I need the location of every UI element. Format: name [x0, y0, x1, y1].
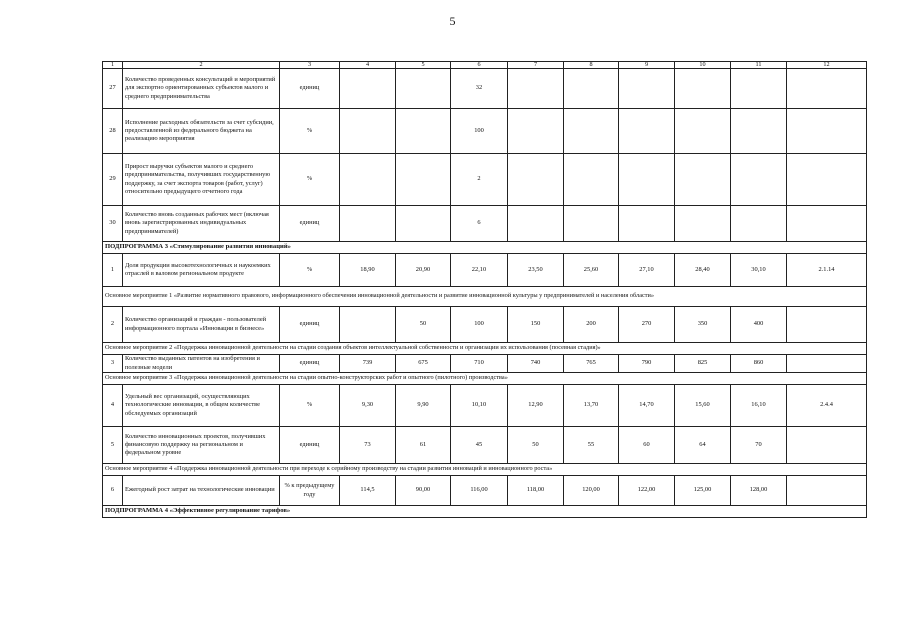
value-cell [731, 154, 787, 206]
value-cell: 270 [619, 307, 675, 343]
reference-cell [787, 355, 867, 373]
value-cell [340, 307, 396, 343]
value-cell: 55 [564, 427, 619, 464]
column-number: 2 [123, 62, 280, 69]
value-cell: 740 [508, 355, 564, 373]
main-event-row [103, 343, 867, 355]
row-index: 6 [103, 476, 123, 506]
value-cell: 32 [451, 69, 508, 109]
column-number: 9 [619, 62, 675, 69]
value-cell: 15,60 [675, 385, 731, 427]
subprogram-title: ПОДПРОГРАММА 3 «Стимулирование развития инноваций» [103, 242, 867, 254]
row-index: 1 [103, 254, 123, 287]
value-cell [340, 69, 396, 109]
value-cell: 739 [340, 355, 396, 373]
page-number: 5 [449, 14, 456, 28]
value-cell: 350 [675, 307, 731, 343]
value-cell [619, 154, 675, 206]
value-cell: 20,90 [396, 254, 451, 287]
value-cell [340, 206, 396, 242]
main-event-row [103, 464, 867, 476]
value-cell: 16,10 [731, 385, 787, 427]
value-cell [508, 109, 564, 154]
unit-of-measure: % к предыдущему году [280, 476, 340, 506]
value-cell: 60 [619, 427, 675, 464]
value-cell: 70 [731, 427, 787, 464]
column-number: 3 [280, 62, 340, 69]
value-cell: 100 [451, 109, 508, 154]
unit-of-measure: единиц [280, 206, 340, 242]
row-index: 3 [103, 355, 123, 373]
value-cell: 120,00 [564, 476, 619, 506]
subprogram-row [103, 242, 867, 254]
column-number: 12 [787, 62, 867, 69]
reference-cell [787, 109, 867, 154]
indicator-name: Прирост выручки субъектов малого и среднего предпринимательства, получивших государственную поддержку, за счет экспорта товаров (работ, услуг) относительно предыдущего отчетного года [123, 154, 280, 206]
reference-cell [787, 154, 867, 206]
value-cell [396, 69, 451, 109]
unit-of-measure: единиц [280, 355, 340, 373]
value-cell: 10,10 [451, 385, 508, 427]
value-cell [731, 206, 787, 242]
column-number-row [103, 62, 867, 69]
reference-cell [787, 476, 867, 506]
value-cell: 118,00 [508, 476, 564, 506]
indicator-name: Ежегодный рост затрат на технологические инновации [123, 476, 280, 506]
main-event-row [103, 373, 867, 385]
value-cell: 22,10 [451, 254, 508, 287]
unit-of-measure: % [280, 154, 340, 206]
table-row [103, 355, 867, 373]
column-number: 1 [103, 62, 123, 69]
value-cell: 23,50 [508, 254, 564, 287]
value-cell [508, 154, 564, 206]
table-row [103, 69, 867, 109]
value-cell [731, 109, 787, 154]
value-cell [564, 109, 619, 154]
main-event-title: Основное мероприятие 2 «Поддержка инновационной деятельности на стадии создания объектов интеллектуальной собственности и организации их использования (посевная стадия)» [103, 343, 867, 355]
table-row [103, 206, 867, 242]
value-cell: 675 [396, 355, 451, 373]
table-row [103, 307, 867, 343]
value-cell [564, 206, 619, 242]
column-number: 11 [731, 62, 787, 69]
value-cell: 9,30 [340, 385, 396, 427]
main-event-row [103, 287, 867, 307]
reference-cell: 2.4.4 [787, 385, 867, 427]
value-cell: 30,10 [731, 254, 787, 287]
row-index: 5 [103, 427, 123, 464]
value-cell [731, 69, 787, 109]
value-cell [508, 69, 564, 109]
indicator-name: Количество выданных патентов на изобретения и полезные модели [123, 355, 280, 373]
row-index: 27 [103, 69, 123, 109]
value-cell: 6 [451, 206, 508, 242]
indicator-name: Количество вновь созданных рабочих мест (включая вновь зарегистрированных индивидуальных предпринимателей) [123, 206, 280, 242]
table-row [103, 385, 867, 427]
value-cell [396, 206, 451, 242]
value-cell: 64 [675, 427, 731, 464]
value-cell: 128,00 [731, 476, 787, 506]
reference-cell [787, 427, 867, 464]
subprogram-title: ПОДПРОГРАММА 4 «Эффективное регулирование тарифов» [103, 506, 867, 518]
value-cell: 200 [564, 307, 619, 343]
column-number: 5 [396, 62, 451, 69]
value-cell: 122,00 [619, 476, 675, 506]
subprogram-row [103, 506, 867, 518]
value-cell: 860 [731, 355, 787, 373]
value-cell [564, 154, 619, 206]
value-cell: 18,90 [340, 254, 396, 287]
row-index: 30 [103, 206, 123, 242]
indicator-name: Исполнение расходных обязательств за счет субсидии, предоставленной из федерального бюджета на реализацию мероприятия [123, 109, 280, 154]
row-index: 28 [103, 109, 123, 154]
value-cell [396, 154, 451, 206]
reference-cell: 2.1.14 [787, 254, 867, 287]
reference-cell [787, 206, 867, 242]
value-cell: 12,90 [508, 385, 564, 427]
value-cell [619, 69, 675, 109]
unit-of-measure: единиц [280, 307, 340, 343]
value-cell: 90,00 [396, 476, 451, 506]
value-cell: 100 [451, 307, 508, 343]
value-cell [675, 154, 731, 206]
indicator-name: Удельный вес организаций, осуществляющих технологические инновации, в общем количестве обследуемых организаций [123, 385, 280, 427]
value-cell: 50 [508, 427, 564, 464]
value-cell [675, 109, 731, 154]
value-cell: 45 [451, 427, 508, 464]
value-cell: 61 [396, 427, 451, 464]
column-number: 6 [451, 62, 508, 69]
value-cell [340, 109, 396, 154]
value-cell: 27,10 [619, 254, 675, 287]
value-cell: 400 [731, 307, 787, 343]
value-cell: 9,90 [396, 385, 451, 427]
value-cell: 14,70 [619, 385, 675, 427]
column-number: 8 [564, 62, 619, 69]
value-cell: 790 [619, 355, 675, 373]
table-row [103, 476, 867, 506]
table-row [103, 109, 867, 154]
value-cell [508, 206, 564, 242]
main-event-title: Основное мероприятие 3 «Поддержка инновационной деятельности на стадии опытно-конструкторских работ и опытного (пилотного) производства» [103, 373, 867, 385]
row-index: 4 [103, 385, 123, 427]
value-cell [619, 206, 675, 242]
reference-cell [787, 69, 867, 109]
value-cell: 150 [508, 307, 564, 343]
unit-of-measure: единиц [280, 427, 340, 464]
value-cell: 2 [451, 154, 508, 206]
main-event-title: Основное мероприятие 1 «Развитие нормативного правового, информационного обеспечения инновационной деятельности и развитие инновационной культуры у предпринимателей и населения области» [103, 287, 867, 307]
value-cell: 765 [564, 355, 619, 373]
unit-of-measure: % [280, 109, 340, 154]
value-cell: 13,70 [564, 385, 619, 427]
value-cell: 50 [396, 307, 451, 343]
row-index: 2 [103, 307, 123, 343]
value-cell: 28,40 [675, 254, 731, 287]
value-cell: 125,00 [675, 476, 731, 506]
column-number: 10 [675, 62, 731, 69]
indicator-name: Количество проведенных консультаций и мероприятий для экспортно ориентированных субъектов малого и среднего предпринимательства [123, 69, 280, 109]
value-cell [340, 154, 396, 206]
unit-of-measure: % [280, 254, 340, 287]
row-index: 29 [103, 154, 123, 206]
unit-of-measure: % [280, 385, 340, 427]
table-row [103, 427, 867, 464]
value-cell [675, 206, 731, 242]
table-row [103, 254, 867, 287]
value-cell [396, 109, 451, 154]
value-cell [619, 109, 675, 154]
value-cell: 25,60 [564, 254, 619, 287]
value-cell: 73 [340, 427, 396, 464]
value-cell: 825 [675, 355, 731, 373]
indicator-name: Доля продукции высокотехнологичных и наукоемких отраслей в валовом региональном продукте [123, 254, 280, 287]
value-cell: 116,00 [451, 476, 508, 506]
indicator-name: Количество инновационных проектов, получивших финансовую поддержку на региональном и федеральном уровне [123, 427, 280, 464]
indicators-table [102, 61, 867, 518]
value-cell [675, 69, 731, 109]
value-cell: 114,5 [340, 476, 396, 506]
value-cell [564, 69, 619, 109]
unit-of-measure: единиц [280, 69, 340, 109]
value-cell: 710 [451, 355, 508, 373]
reference-cell [787, 307, 867, 343]
column-number: 7 [508, 62, 564, 69]
table-row [103, 154, 867, 206]
column-number: 4 [340, 62, 396, 69]
indicator-name: Количество организаций и граждан - пользователей информационного портала «Инновации в бизнесе» [123, 307, 280, 343]
main-event-title: Основное мероприятие 4 «Поддержка инновационной деятельности при переходе к серийному производству на стадии развития инноваций и инновационного роста» [103, 464, 867, 476]
